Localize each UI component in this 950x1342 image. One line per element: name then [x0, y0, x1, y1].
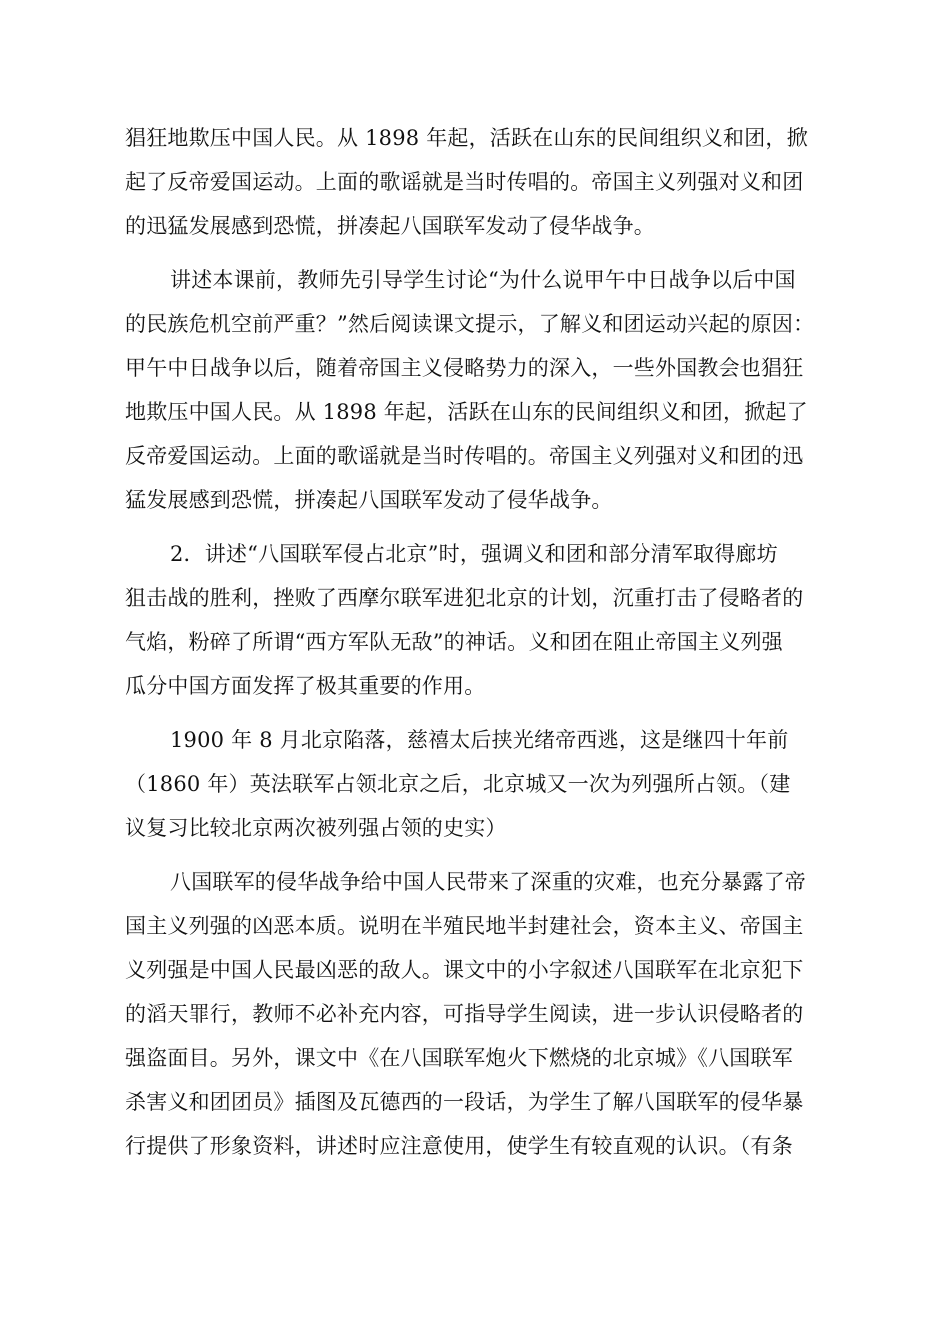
text-line: 反帝爱国运动。上面的歌谣就是当时传唱的。帝国主义列强对义和团的迅	[125, 444, 804, 468]
text-line: 气焰，粉碎了所谓“西方军队无敌”的神话。义和团在阻止帝国主义列强	[125, 630, 783, 654]
text-line: 的迅猛发展感到恐慌，拼凑起八国联军发动了侵华战争。	[125, 214, 655, 238]
text-line: 起了反帝爱国运动。上面的歌谣就是当时传唱的。帝国主义列强对义和团	[125, 170, 804, 194]
paragraph-start-line: 1900 年 8 月北京陷落，慈禧太后挟光绪帝西逃，这是继四十年前	[170, 728, 789, 752]
text-line: 猛发展感到恐慌，拼凑起八国联军发动了侵华战争。	[125, 488, 613, 512]
text-line: 强盗面目。另外，课文中《在八国联军炮火下燃烧的北京城》《八国联军	[125, 1046, 793, 1070]
paragraph-start-line: 八国联军的侵华战争给中国人民带来了深重的灾难，也充分暴露了帝	[170, 870, 806, 894]
text-line: 国主义列强的凶恶本质。说明在半殖民地半封建社会，资本主义、帝国主	[125, 914, 804, 938]
text-line: 猖狂地欺压中国人民。从 1898 年起，活跃在山东的民间组织义和团，掀	[125, 126, 808, 150]
text-line: 地欺压中国人民。从 1898 年起，活跃在山东的民间组织义和团，掀起了	[125, 400, 808, 424]
text-line: （1860 年）英法联军占领北京之后，北京城又一次为列强所占领。（建	[125, 772, 791, 796]
text-line: 甲午中日战争以后，随着帝国主义侵略势力的深入，一些外国教会也猖狂	[125, 356, 804, 380]
text-line: 行提供了形象资料，讲述时应注意使用，使学生有较直观的认识。（有条	[125, 1134, 793, 1158]
paragraph-start-line: 讲述本课前，教师先引导学生讨论“为什么说甲午中日战争以后中国	[170, 268, 796, 292]
text-line: 的滔天罪行，教师不必补充内容，可指导学生阅读，进一步认识侵略者的	[125, 1002, 804, 1026]
text-line: 的民族危机空前严重？”然后阅读课文提示，了解义和团运动兴起的原因：	[125, 312, 815, 336]
text-line: 义列强是中国人民最凶恶的敌人。课文中的小字叙述八国联军在北京犯下	[125, 958, 804, 982]
text-line: 狙击战的胜利，挫败了西摩尔联军进犯北京的计划，沉重打击了侵略者的	[125, 586, 804, 610]
text-line: 议复习比较北京两次被列强占领的史实）	[125, 816, 507, 840]
paragraph-start-line: 2．讲述“八国联军侵占北京”时，强调义和团和部分清军取得廊坊	[170, 542, 778, 566]
text-line: 杀害义和团团员》插图及瓦德西的一段话，为学生了解八国联军的侵华暴	[125, 1090, 804, 1114]
text-line: 瓜分中国方面发挥了极其重要的作用。	[125, 674, 486, 698]
